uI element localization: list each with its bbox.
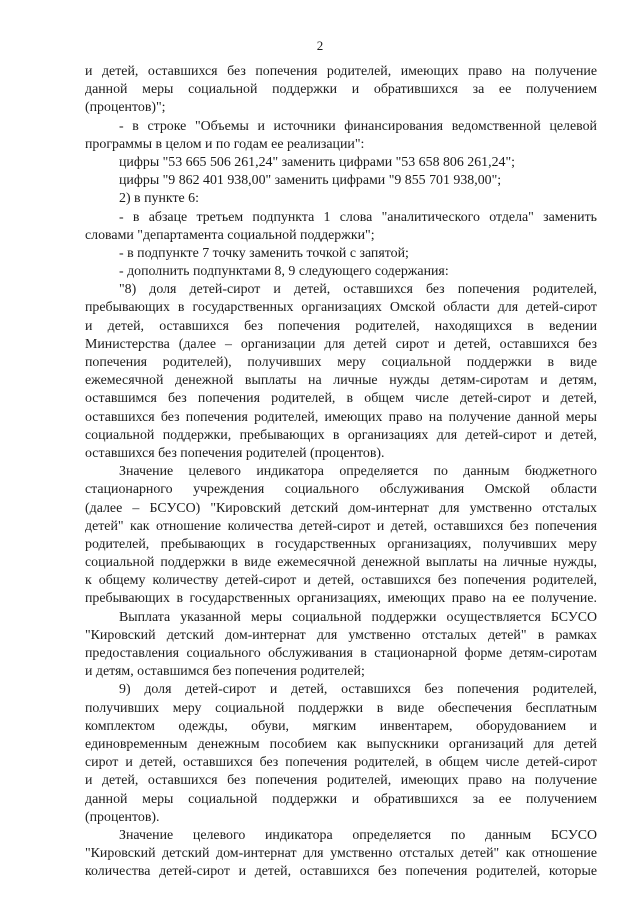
text-line: - дополнить подпунктами 8, 9 следующего содержания:: [119, 264, 449, 280]
text-line: к общему количеству детей-сирот и детей, оставшихся без попечения родителей,: [85, 573, 597, 589]
text-line: Значение целевого индикатора определяется по данным БСУСО: [119, 827, 597, 843]
text-line: Министерства (далее – организации для детей сирот и детей, оставшихся без: [85, 336, 597, 352]
text-line: Значение целевого индикатора определяется по данным бюджетного: [119, 464, 597, 480]
text-line: программы в целом и по годам ее реализации":: [85, 136, 365, 152]
text-line: социальной поддержки, пребывающих в организациях для детей-сирот и детей,: [85, 427, 597, 443]
text-line: (процентов).: [85, 809, 160, 825]
text-line: единовременным денежным пособием как выпускники организаций для детей: [85, 736, 597, 752]
text-line: количества детей-сирот и детей, оставшихся без попечения родителей, которые: [85, 864, 597, 880]
text-line: и детей, оставшихся без попечения родителей, находящихся в ведении: [85, 318, 597, 334]
text-line: цифры "53 665 506 261,24" заменить цифрами "53 658 806 261,24";: [119, 154, 516, 170]
text-line: "Кировский детский дом-интернат для умственно отсталых детей" как отношение: [85, 846, 597, 862]
text-line: оставшимся без попечения родителей, в общем числе детей-сирот и детей,: [85, 391, 597, 407]
text-line: 9) доля детей-сирот и детей, оставшихся без попечения родителей,: [119, 682, 597, 698]
document-body: [85, 63, 597, 881]
text-line: сирот и детей, оставшихся без попечения родителей, в общем числе детей-сирот: [85, 755, 597, 771]
text-line: "Кировский детский дом-интернат для умственно отсталых детей" в рамках: [85, 627, 597, 643]
text-line: - в строке "Объемы и источники финансирования ведомственной целевой: [119, 118, 597, 134]
text-line: родителей, пребывающих в государственных организациях, получивших меру: [85, 536, 597, 552]
text-line: (процентов)";: [85, 100, 166, 116]
text-line: пребывающих в государственных организациях Омской области для детей-сирот: [85, 300, 597, 316]
text-line: попечения родителей), получивших меру социальной поддержки в виде: [85, 355, 597, 370]
text-line: ежемесячной денежной выплаты на личные нужды детям-сиротам и детям,: [85, 373, 597, 389]
text-line: "8) доля детей-сирот и детей, оставшихся без попечения родителей,: [119, 282, 597, 298]
page-number: 2: [316, 38, 324, 53]
text-line: и детям, оставшимся без попечения родителей;: [85, 664, 365, 680]
text-line: Выплата указанной меры социальной поддержки осуществляется БСУСО: [119, 609, 597, 625]
text-line: оставшихся без попечения родителей (процентов).: [85, 445, 385, 461]
text-line: предоставления социального обслуживания в стационарной форме детям-сиротам: [85, 646, 597, 661]
text-line: получивших меру социальной поддержки в виде обеспечения бесплатным: [85, 700, 597, 716]
text-line: и детей, оставшихся без попечения родителей, имеющих право на получение: [85, 64, 597, 79]
text-line: - в подпункте 7 точку заменить точкой с запятой;: [119, 245, 409, 261]
text-line: и детей, оставшихся без попечения родителей, имеющих право на получение: [85, 773, 597, 789]
text-line: оставшихся без попечения родителей, имеющих право на получение данной меры: [85, 409, 597, 425]
text-line: цифры "9 862 401 938,00" заменить цифрами "9 855 701 938,00";: [119, 173, 502, 189]
text-line: данной меры социальной поддержки и обратившихся за ее получением: [85, 791, 597, 807]
text-line: пребывающих в государственных организациях, имеющих право на ее получение.: [85, 591, 597, 607]
text-line: комплектом одежды, обуви, мягким инвентарем, оборудованием и: [85, 718, 597, 734]
text-line: социальной поддержки в виде ежемесячной денежной выплаты на личные нужды,: [85, 555, 597, 571]
text-line: 2) в пункте 6:: [119, 191, 199, 207]
text-line: (далее – БСУСО) "Кировский детский дом-интернат для умственно отсталых: [85, 500, 597, 516]
text-line: - в абзаце третьем подпункта 1 слова "аналитического отдела" заменить: [119, 209, 597, 225]
text-line: детей" как отношение количества детей-сирот и детей, оставшихся без попечения: [85, 518, 597, 534]
text-line: данной меры социальной поддержки и обратившихся за ее получением: [85, 82, 597, 98]
text-line: словами "департамента социальной поддержки";: [85, 227, 375, 243]
text-line: стационарного учреждения социального обслуживания Омской области: [85, 482, 597, 498]
